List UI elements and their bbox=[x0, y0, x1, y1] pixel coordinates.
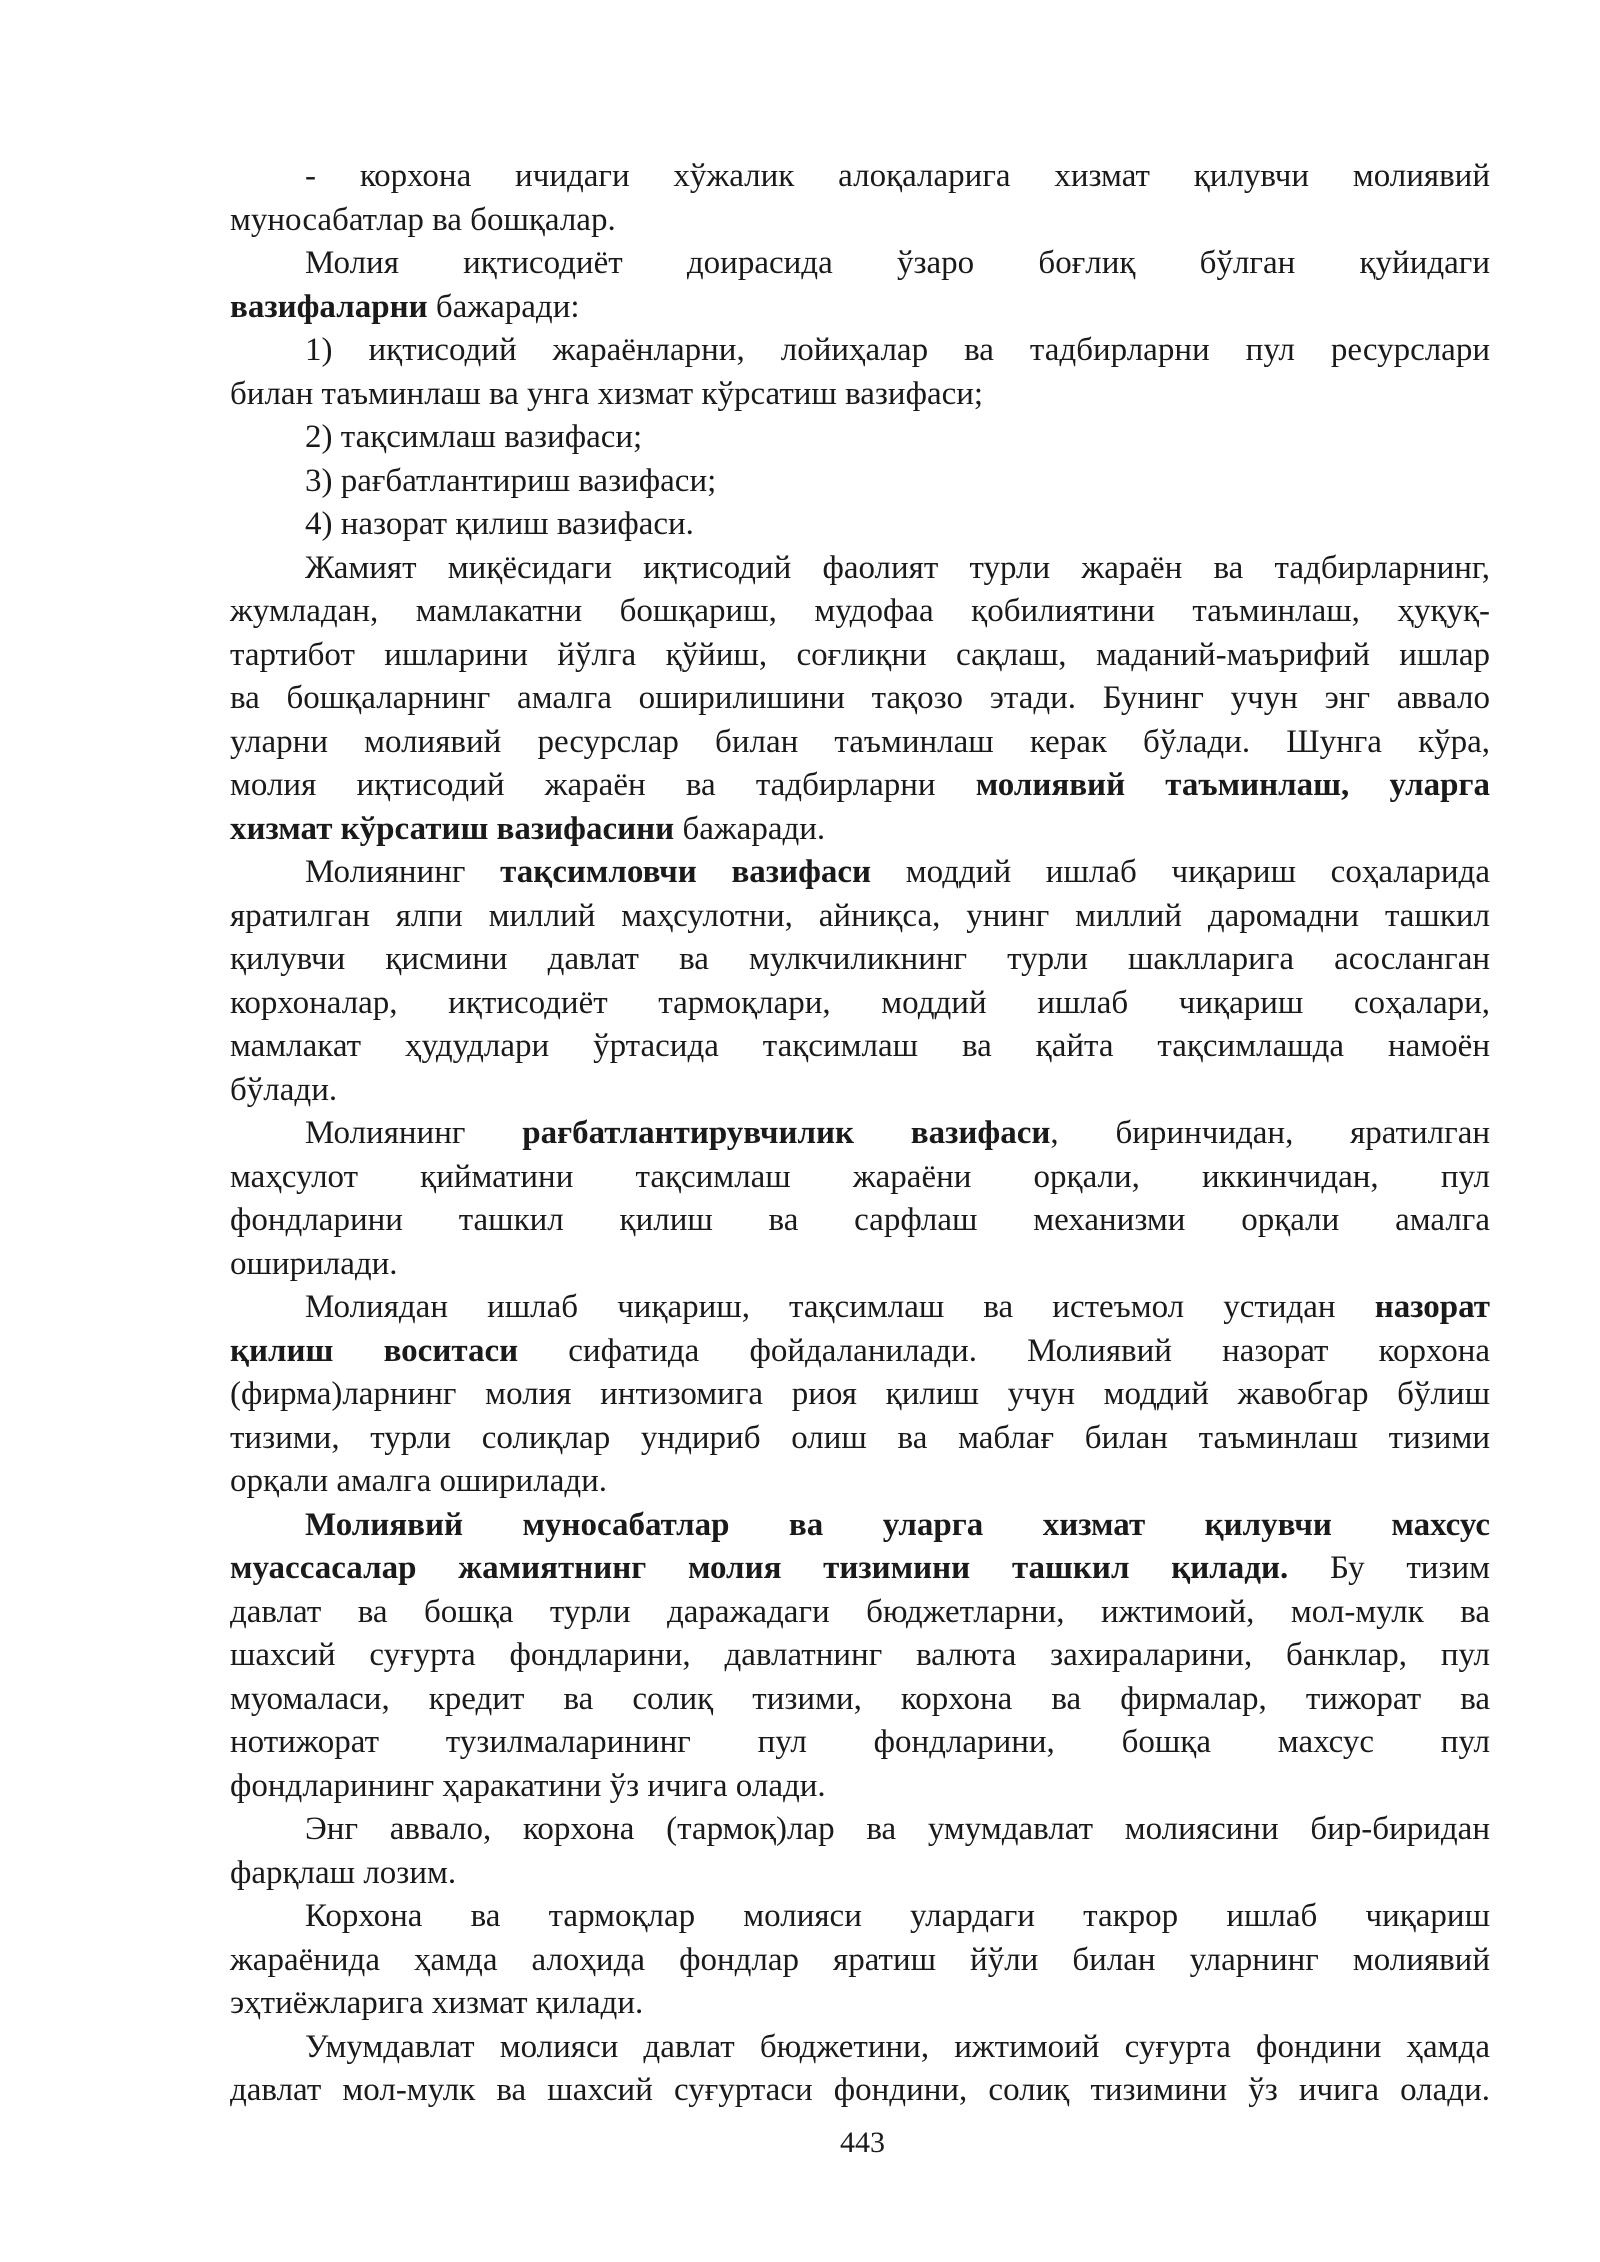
text-line: Корхона ва тармоқлар молияси улардаги такрор ишлаб чиқариш bbox=[305, 1898, 1490, 1934]
list-item: 3) рағбатлантириш вазифаси; bbox=[305, 463, 717, 499]
list-item: 2) тақсимлаш вазифаси; bbox=[305, 419, 643, 455]
text-line: Энг аввало, корхона (тармоқ)лар ва умумдавлат молиясини бир-биридан bbox=[305, 1811, 1490, 1847]
text-line: шахсий суғурта фондларини, давлатнинг валюта захираларини, банклар, пул bbox=[230, 1637, 1490, 1673]
text-line: оширилади. bbox=[230, 1246, 398, 1282]
text-line: қилувчи қисмини давлат ва мулкчиликнинг турли шаклларига асосланган bbox=[230, 941, 1490, 977]
text-line: Умумдавлат молияси давлат бюджетини, ижтимоий суғурта фондини ҳамда bbox=[305, 2029, 1490, 2065]
bold-term: муассасалар жамиятнинг молия тизимини ташкил қилади. bbox=[230, 1550, 1289, 1586]
list-item: 1) иқтисодий жараёнларни, лойиҳалар ва тадбирларни пул ресурслари bbox=[305, 332, 1490, 368]
text-line: Молия иқтисодиёт доирасида ўзаро боғлиқ бўлган қуйидаги bbox=[305, 245, 1490, 281]
text-line: маҳсулот қийматини тақсимлаш жараёни орқали, иккинчидан, пул bbox=[230, 1159, 1490, 1195]
text-line: Молиянинг тақсимловчи вазифаси моддий ишлаб чиқариш соҳаларида bbox=[305, 854, 1490, 890]
text-line: вазифаларни бажаради: bbox=[230, 289, 580, 325]
page-number: 443 bbox=[840, 2126, 885, 2159]
text-line: (фирма)ларнинг молия интизомига риоя қилиш учун моддий жавобгар бўлиш bbox=[230, 1376, 1490, 1412]
bold-term: назорат bbox=[1374, 1289, 1491, 1325]
text-line: давлат мол-мулк ва шахсий суғуртаси фондини, солиқ тизимини ўз ичига олади. bbox=[230, 2072, 1490, 2108]
text-line: билан таъминлаш ва унга хизмат кўрсатиш вазифаси; bbox=[230, 376, 984, 412]
bold-term: молиявий таъминлаш, уларга bbox=[975, 767, 1490, 803]
text-line: нотижорат тузилмаларининг пул фондларини, бошқа махсус пул bbox=[230, 1724, 1490, 1760]
text-line: қилиш воситаси сифатида фойдаланилади. Молиявий назорат корхона bbox=[230, 1333, 1491, 1369]
text-line: молия иқтисодий жараён ва тадбирларни молиявий таъминлаш, уларга bbox=[230, 767, 1490, 803]
text-line: жараёнида ҳамда алоҳида фондлар яратиш йўли билан уларнинг молиявий bbox=[230, 1942, 1490, 1978]
text-line: тизими, турли солиқлар ундириб олиш ва маблағ билан таъминлаш тизими bbox=[230, 1420, 1490, 1456]
text-line: фарқлаш лозим. bbox=[230, 1855, 457, 1891]
text-line: мамлакат ҳудудлари ўртасида тақсимлаш ва қайта тақсимлашда намоён bbox=[230, 1028, 1490, 1064]
text-line bbox=[305, 1503, 1490, 1547]
text-line: муносабатлар ва бошқалар. bbox=[230, 202, 616, 238]
text-line: - корхона ичидаги хўжалик алоқаларига хизмат қилувчи молиявий bbox=[305, 158, 1490, 194]
text-line: фондларини ташкил қилиш ва сарфлаш механизми орқали амалга bbox=[230, 1202, 1490, 1238]
bold-term: вазифаларни bbox=[230, 289, 428, 325]
bold-term: рағбатлантирувчилик вазифаси bbox=[522, 1115, 1051, 1151]
bold-term: Молиявий муносабатлар ва уларга хизмат қилувчи махсус bbox=[305, 1507, 1490, 1543]
text-line: ва бошқаларнинг амалга оширилишини тақозо этади. Бунинг учун энг аввало bbox=[230, 680, 1490, 716]
text-line: уларни молиявий ресурслар билан таъминлаш керак бўлади. Шунга кўра, bbox=[230, 724, 1490, 760]
text-line: корхоналар, иқтисодиёт тармоқлари, моддий ишлаб чиқариш соҳалари, bbox=[230, 985, 1490, 1021]
text-line: муассасалар жамиятнинг молия тизимини ташкил қилади. Бу тизим bbox=[230, 1550, 1491, 1586]
bold-term: хизмат кўрсатиш вазифасини bbox=[230, 811, 675, 847]
text-line: яратилган ялпи миллий маҳсулотни, айниқса, унинг миллий даромадни ташкил bbox=[230, 898, 1490, 934]
text-line: орқали амалга оширилади. bbox=[230, 1463, 608, 1499]
text-line: Жамият миқёсидаги иқтисодий фаолият турли жараён ва тадбирларнинг, bbox=[305, 550, 1490, 586]
text-line: давлат ва бошқа турли даражадаги бюджетларни, ижтимоий, мол-мулк ва bbox=[230, 1594, 1490, 1630]
text-line: хизмат кўрсатиш вазифасини бажаради. bbox=[230, 811, 826, 847]
text-line: Молиянинг рағбатлантирувчилик вазифаси, биринчидан, яратилган bbox=[305, 1115, 1490, 1151]
text-line: Молиядан ишлаб чиқариш, тақсимлаш ва истеъмол устидан назорат bbox=[305, 1289, 1491, 1325]
text-line: муомаласи, кредит ва солиқ тизими, корхона ва фирмалар, тижорат ва bbox=[230, 1681, 1490, 1717]
list-item: 4) назорат қилиш вазифаси. bbox=[305, 506, 694, 542]
text-line: эҳтиёжларига хизмат қилади. bbox=[230, 1985, 644, 2021]
text-line: тартибот ишларини йўлга қўйиш, соғлиқни сақлаш, маданий-маърифий ишлар bbox=[230, 637, 1490, 673]
bold-term: қилиш воситаси bbox=[230, 1333, 519, 1369]
text-line: бўлади. bbox=[230, 1072, 338, 1108]
text-line: жумладан, мамлакатни бошқариш, мудофаа қобилиятини таъминлаш, ҳуқуқ- bbox=[230, 593, 1490, 629]
text-line: фондларининг ҳаракатини ўз ичига олади. bbox=[230, 1768, 826, 1804]
bold-term: тақсимловчи вазифаси bbox=[500, 854, 872, 890]
